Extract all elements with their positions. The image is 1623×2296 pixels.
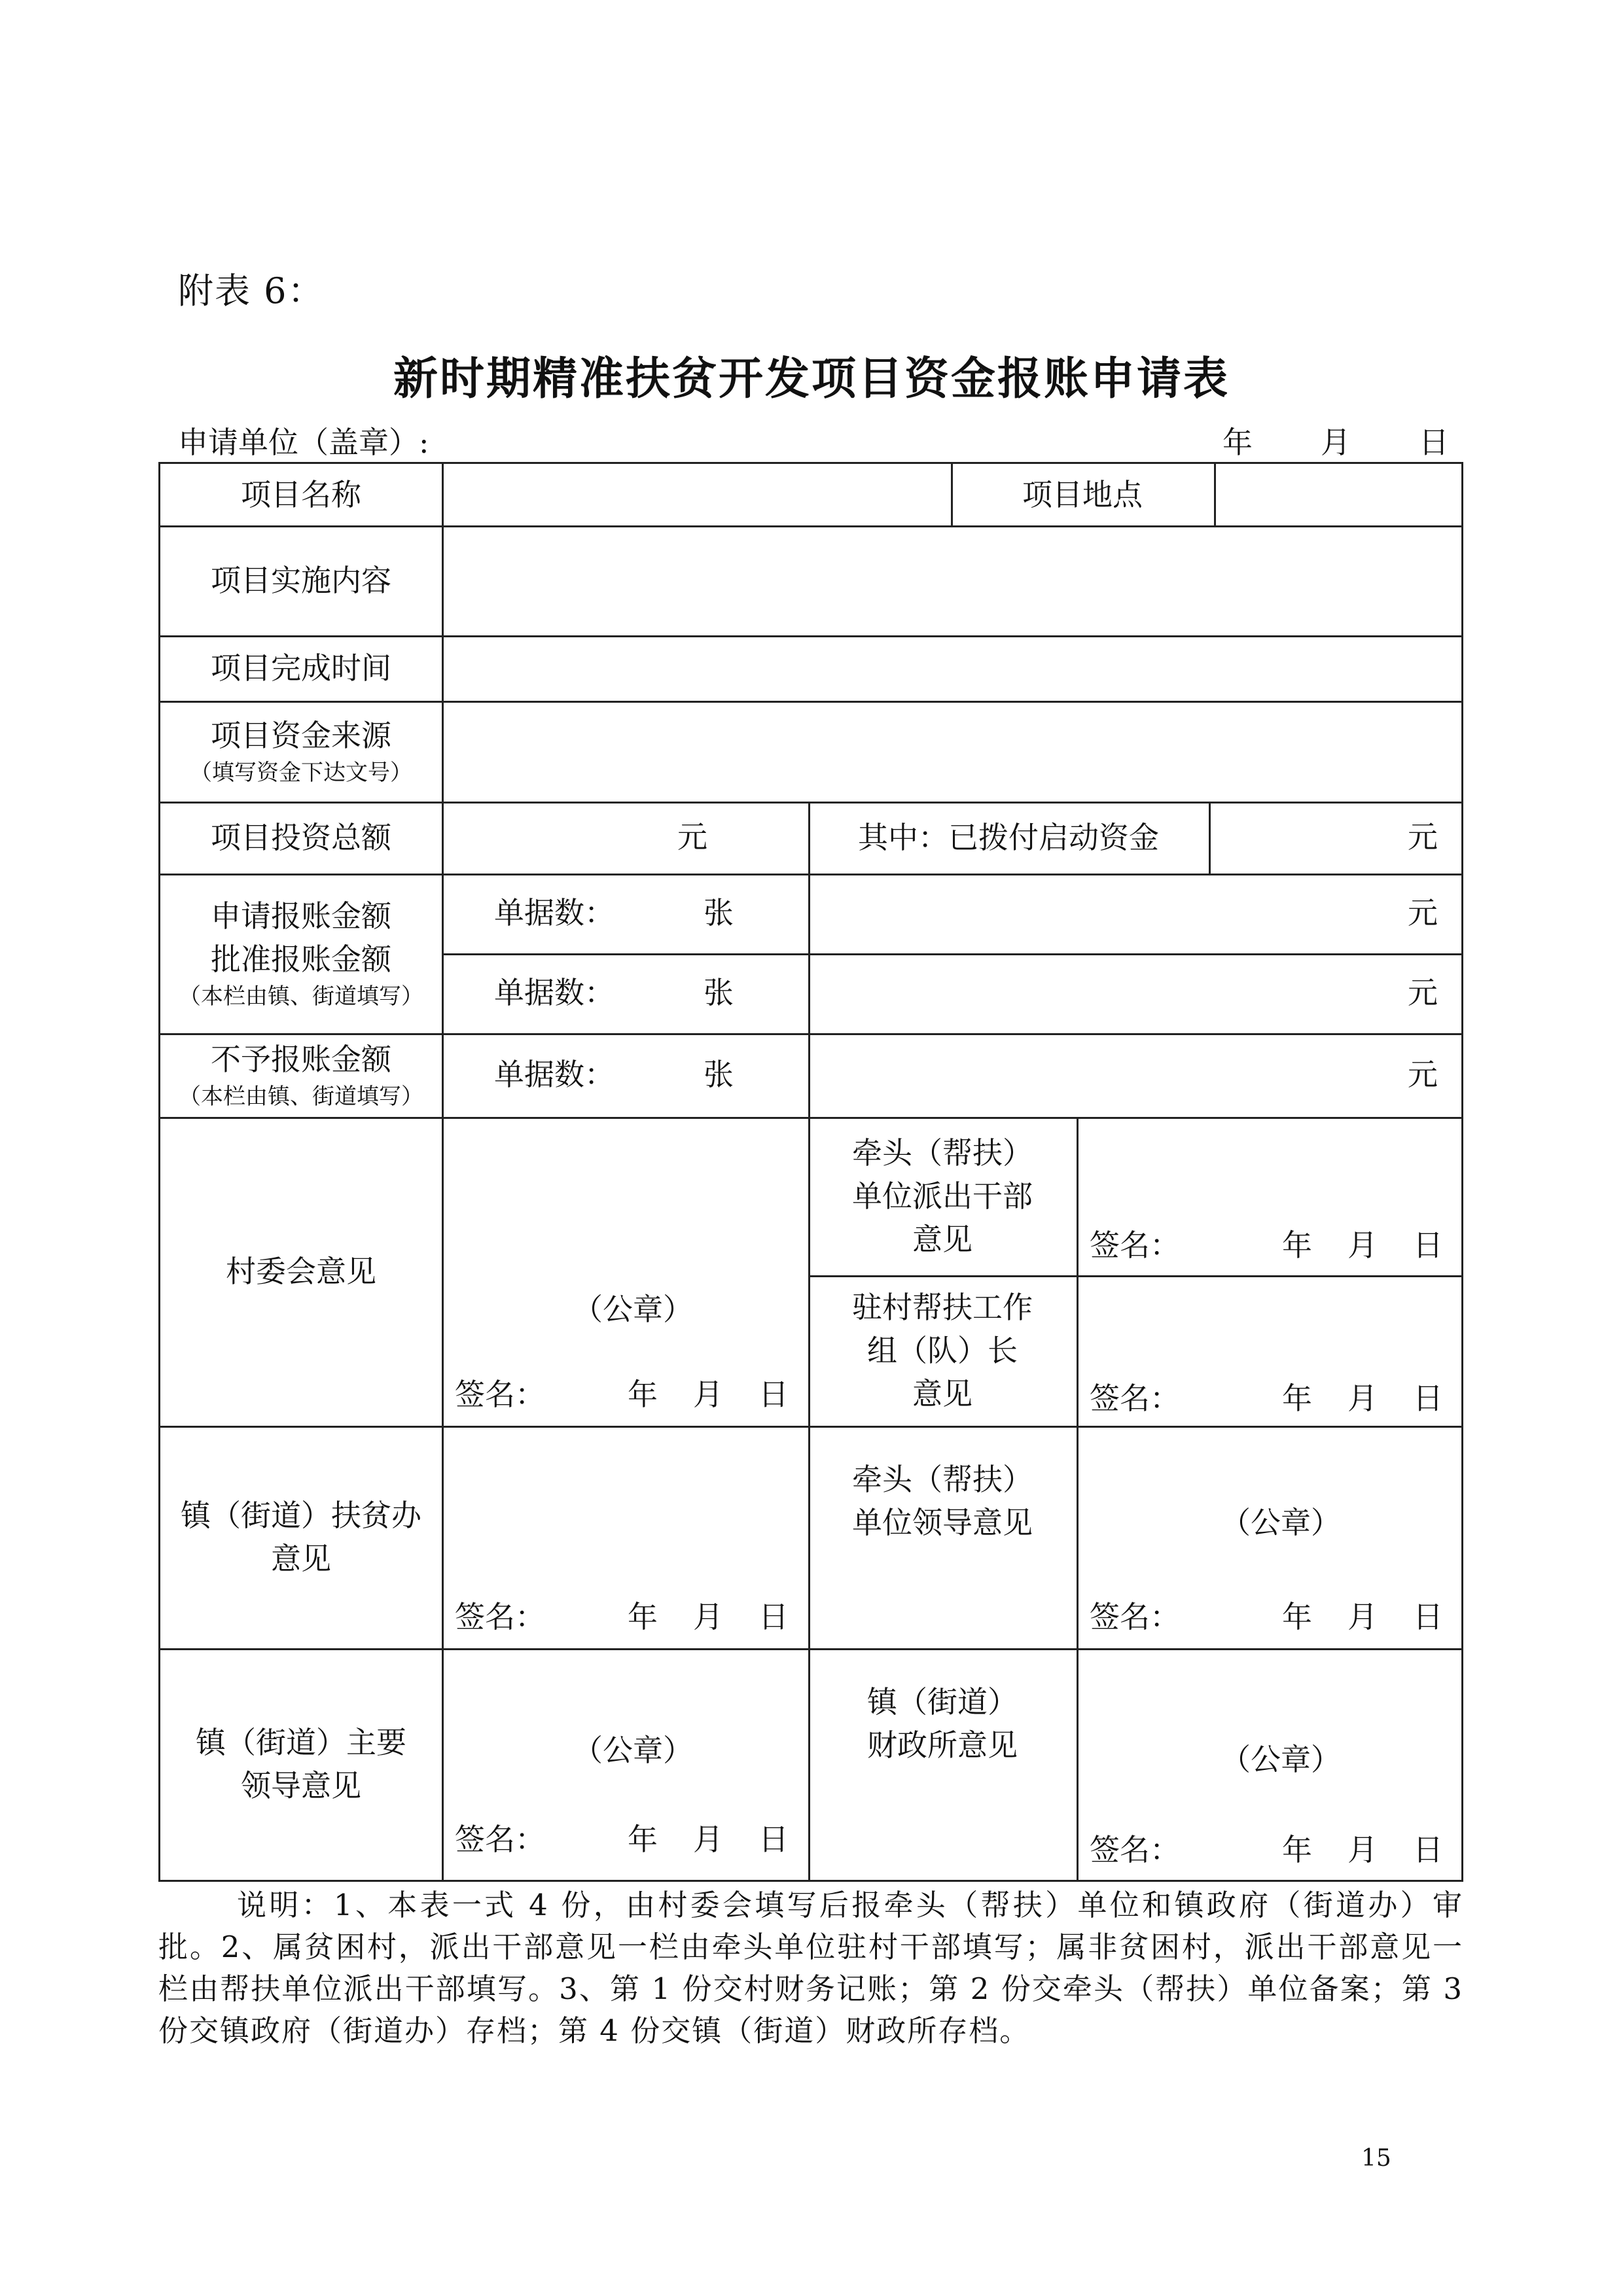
lead-unit-leader-seal: （公章） xyxy=(1221,1505,1341,1540)
apply-voucher-unit: 张 xyxy=(704,895,734,930)
apply-amount-label: 申请报账金额 xyxy=(211,898,391,934)
approved-voucher-label: 单据数： xyxy=(494,975,615,1010)
town-fill-note: （本栏由镇、街道填写） xyxy=(179,983,423,1010)
approved-amount-unit: 元 xyxy=(1408,975,1438,1010)
town-leader-line-2: 领导意见 xyxy=(241,1768,361,1803)
town-poverty-office-line-1: 镇（街道）扶贫办 xyxy=(181,1498,421,1533)
instructions-note: 说明：1、本表一式 4 份，由村委会填写后报牵头（帮扶）单位和镇政府（街道办）审批。2、属贫困村，派出干部意见一栏由牵头单位驻村干部填写；属非贫困村，派出干部意见一栏由帮扶单位派出干部填写。3、第 1 份交村财务记账；第 2 份交牵头（帮扶）单位备案；第 3 份交镇政府（街道办）存档；第 4 份交镇（街道）财政所存档。 xyxy=(158,1888,1463,2048)
page-number: 15 xyxy=(1361,2145,1391,2172)
team-leader-year: 年 xyxy=(1282,1381,1312,1416)
team-leader-line-3: 意见 xyxy=(912,1376,972,1411)
project-location-label: 项目地点 xyxy=(1022,477,1143,512)
header-date-year: 年 xyxy=(1222,425,1253,460)
team-leader-signature: 签名： xyxy=(1090,1381,1180,1416)
rejected-fill-note: （本栏由镇、街道填写） xyxy=(179,1084,423,1110)
header-date-day: 日 xyxy=(1419,425,1449,460)
town-finance-signature: 签名： xyxy=(1090,1832,1180,1867)
town-leader-month: 月 xyxy=(693,1822,723,1857)
apply-approved-label xyxy=(160,874,442,1033)
lead-unit-leader-signature: 签名： xyxy=(1090,1599,1180,1634)
rejected-amount-cell xyxy=(160,1033,442,1117)
town-finance-label xyxy=(808,1648,1077,1799)
town-leader-signature: 签名： xyxy=(455,1822,545,1857)
approved-amount-label: 批准报账金额 xyxy=(211,942,391,977)
rejected-amount-label: 不予报账金额 xyxy=(211,1042,391,1077)
approved-voucher-unit: 张 xyxy=(704,975,734,1010)
poverty-office-year: 年 xyxy=(628,1599,658,1634)
town-leader-year: 年 xyxy=(628,1822,658,1857)
lead-cadre-line-2: 单位派出干部 xyxy=(852,1178,1033,1214)
team-leader-day: 日 xyxy=(1413,1381,1443,1416)
lead-unit-leader-line-2: 单位领导意见 xyxy=(852,1505,1033,1540)
town-leader-day: 日 xyxy=(758,1822,789,1857)
town-poverty-office-label xyxy=(160,1426,442,1648)
lead-cadre-signature: 签名： xyxy=(1090,1227,1180,1263)
header-date-month: 月 xyxy=(1321,425,1351,460)
town-finance-month: 月 xyxy=(1347,1832,1378,1867)
apply-amount-unit: 元 xyxy=(1408,895,1438,930)
village-year: 年 xyxy=(628,1377,658,1412)
rejected-voucher-unit: 张 xyxy=(704,1057,734,1092)
form-title: 新时期精准扶贫开发项目资金报账申请表 xyxy=(393,353,1230,405)
project-name-label: 项目名称 xyxy=(241,477,361,512)
lead-cadre-month: 月 xyxy=(1347,1227,1378,1263)
allocated-startup-unit: 元 xyxy=(1408,819,1438,855)
town-leader-label xyxy=(160,1648,442,1880)
lead-cadre-year: 年 xyxy=(1282,1227,1312,1263)
lead-cadre-line-1: 牵头（帮扶） xyxy=(852,1135,1033,1171)
village-committee-label: 村委会意见 xyxy=(226,1254,376,1289)
town-finance-seal: （公章） xyxy=(1221,1742,1341,1777)
poverty-office-day: 日 xyxy=(758,1599,789,1634)
village-month: 月 xyxy=(693,1377,723,1412)
village-seal: （公章） xyxy=(573,1292,693,1327)
town-finance-day: 日 xyxy=(1413,1832,1443,1867)
town-poverty-office-line-2: 意见 xyxy=(271,1541,331,1576)
completion-time-label: 项目完成时间 xyxy=(211,650,391,686)
fund-source-label xyxy=(160,701,442,802)
lead-unit-leader-year: 年 xyxy=(1282,1599,1312,1634)
lead-unit-leader-day: 日 xyxy=(1413,1599,1443,1634)
lead-unit-leader-label xyxy=(808,1426,1077,1576)
total-investment-unit: 元 xyxy=(677,819,707,855)
town-finance-line-2: 财政所意见 xyxy=(867,1727,1018,1763)
appendix-label: 附表 6： xyxy=(178,270,325,311)
fund-source-text: 项目资金来源 xyxy=(211,718,391,753)
lead-cadre-line-3: 意见 xyxy=(912,1222,972,1257)
team-leader-month: 月 xyxy=(1347,1381,1378,1416)
village-signature: 签名： xyxy=(455,1377,545,1412)
rejected-voucher-label: 单据数： xyxy=(494,1057,615,1092)
allocated-startup-label: 其中：已拨付启动资金 xyxy=(858,820,1159,855)
village-day: 日 xyxy=(758,1377,789,1412)
implementation-content-label: 项目实施内容 xyxy=(211,563,391,598)
town-finance-year: 年 xyxy=(1282,1832,1312,1867)
town-leader-seal: （公章） xyxy=(573,1733,693,1768)
lead-cadre-day: 日 xyxy=(1413,1227,1443,1263)
application-table xyxy=(158,462,1463,1882)
town-finance-line-1: 镇（街道） xyxy=(867,1684,1018,1720)
lead-cadre-label xyxy=(808,1117,1077,1275)
total-investment-label: 项目投资总额 xyxy=(211,820,391,855)
poverty-office-signature: 签名： xyxy=(455,1599,545,1634)
applicant-label: 申请单位（盖章）: xyxy=(178,425,429,460)
lead-unit-leader-line-1: 牵头（帮扶） xyxy=(852,1462,1033,1497)
rejected-amount-unit: 元 xyxy=(1408,1057,1438,1092)
fund-source-note: （填写资金下达文号） xyxy=(190,760,412,786)
town-leader-line-1: 镇（街道）主要 xyxy=(196,1725,406,1760)
team-leader-label xyxy=(808,1275,1077,1426)
team-leader-line-1: 驻村帮扶工作 xyxy=(852,1290,1033,1325)
lead-unit-leader-month: 月 xyxy=(1347,1599,1378,1634)
team-leader-line-2: 组（队）长 xyxy=(867,1333,1018,1368)
apply-voucher-label: 单据数： xyxy=(494,895,615,930)
poverty-office-month: 月 xyxy=(693,1599,723,1634)
